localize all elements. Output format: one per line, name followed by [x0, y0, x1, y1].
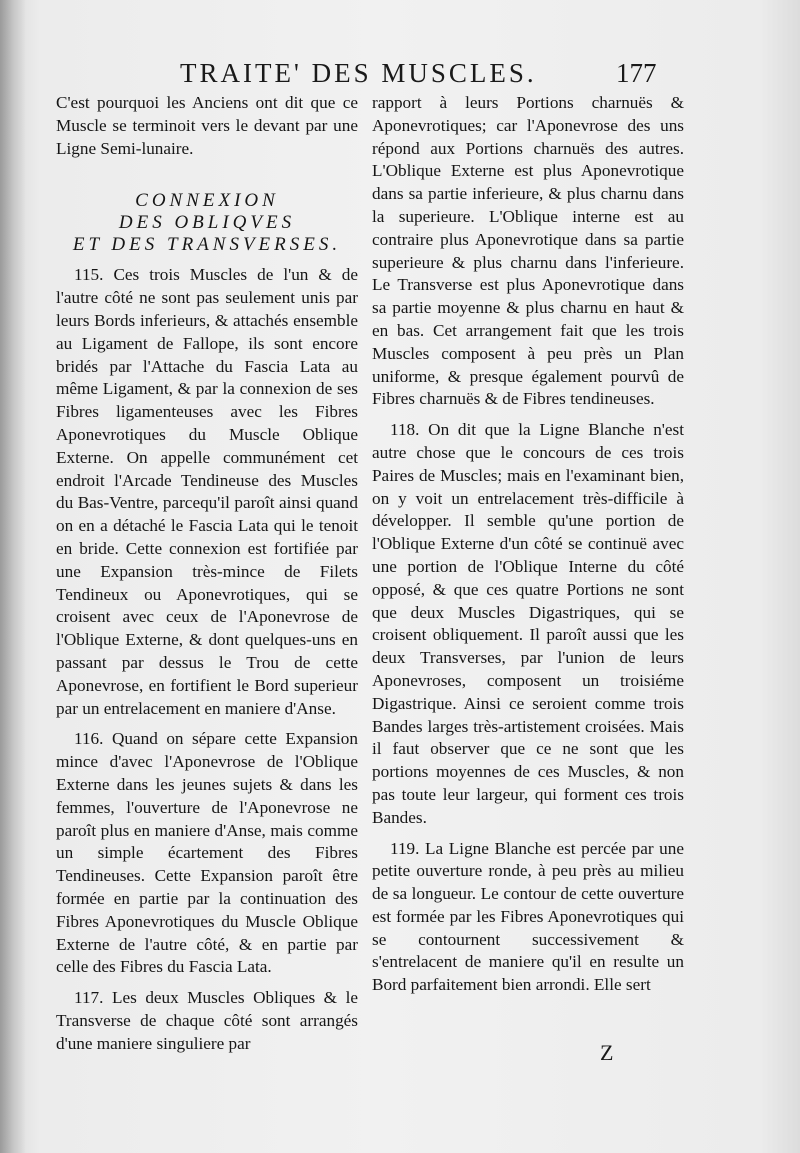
binding-shadow: [0, 0, 26, 1153]
page-number: 177: [616, 58, 657, 88]
paragraph-116: 116. Quand on sépare cette Expansion mince d'avec l'Aponevrose de l'Oblique Externe dans les jeunes sujets & dans les femmes, l'ouverture de l'Aponevrose ne paroît plus en maniere d'Anse, mais comme un simple écartement des Fibres Tendineuses. Cette Expansion paroît être formée en partie par la continuation des Fibres Aponevrotiques du Muscle Oblique Externe de l'autre côté, & en partie par celle des Fibres du Fascia Lata.: [56, 729, 358, 977]
right-column: [372, 92, 684, 997]
heading-line-2: DES OBLIQVES: [118, 212, 296, 234]
paragraph-118: 118. On dit que la Ligne Blanche n'est autre chose que le concours de ces trois Paires de Muscles; mais en l'examinant bien, on y voit un entrelacement très-difficile à développer. Il semble qu'une portion de l'Oblique Externe d'un côté se continuë avec une portion de l'Oblique Interne du côté opposé, & que ces quatre Portions ne sont que deux Muscles Digastriques, qui se croisent obliquement. Il paroît aussi que les deux Transverses, par l'union de leurs Aponevroses, composent un troisiéme Digastrique. Ainsi ce seroient comme trois Bandes larges très-artistement croisées. Mais il faut observer que ce ne sont que les portions moyennes de ces Muscles, & non pas toute leur largeur, qui forment ces trois Bandes.: [372, 420, 684, 827]
paragraph-119: 119. La Ligne Blanche est percée par une petite ouverture ronde, à peu près au milieu de sa longueur. Le contour de cette ouverture est formée par les Fibres Aponevrotiques qui se contournent successivement & s'entrelacent de maniere qu'il en resulte un Bord parfaitement bien arrondi. Elle sert: [372, 838, 684, 995]
heading-line-3: ET DES TRANSVERSES.: [72, 234, 342, 256]
running-title: TRAITE' DES MUSCLES.: [180, 58, 537, 88]
signature-mark: Z: [600, 1040, 614, 1065]
paragraph-117: 117. Les deux Muscles Obliques & le Transverse de chaque côté sont arrangés d'une maniere singuliere par: [56, 988, 358, 1053]
continuation-paragraph: rapport à leurs Portions charnuës & Aponevrotiques; car l'Aponevrose des uns répond aux Portions charnuës des autres. L'Oblique Externe est plus Aponevrotique dans sa partie inferieure, & plus charnu dans la superieure. L'Oblique interne est au contraire plus Aponevrotique dans sa partie superieure & plus charnu dans l'inferieure. Le Transverse est plus Aponevrotique dans sa partie moyenne & plus charnu en haut & en bas. Cet arrangement fait que les trois Muscles composent à peu près un Plan uniforme, & presque également pourvû de Fibres charnuës & de Fibres tendineuses.: [372, 93, 684, 409]
paragraph-115: 115. Ces trois Muscles de l'un & de l'autre côté ne sont pas seulement unis par leurs Bords inferieurs, & attachés ensemble au Ligament de Fallope, ils sont encore bridés par l'Attache du Fascia Lata au même Ligament, & par la connexion de ses Fibres ligamenteuses avec les Fibres Aponevrotiques du Muscle Oblique Externe. On appelle communément cet endroit l'Arcade Tendineuse des Muscles du Bas-Ventre, parcequ'il paroît ainsi quand on en a détaché le Fascia Lata qui le tenoit en bride. Cette connexion est fortifiée par une Expansion très-mince de Filets Tendineux ou Aponevrotiques, qui se croisent avec ceux de l'Aponevrose de l'Oblique Externe, & dont quelques-uns en passant par dessus le Trou de cette Aponevrose, en fortifient le Bord superieur par un entrelacement en maniere d'Anse.: [56, 265, 358, 718]
opening-paragraph: C'est pourquoi les Anciens ont dit que ce Muscle se terminoit vers le devant par une Ligne Semi-lunaire.: [56, 93, 358, 158]
heading-line-1: CONNEXION: [135, 190, 279, 212]
left-column: [56, 92, 358, 1055]
section-heading: [56, 190, 358, 256]
